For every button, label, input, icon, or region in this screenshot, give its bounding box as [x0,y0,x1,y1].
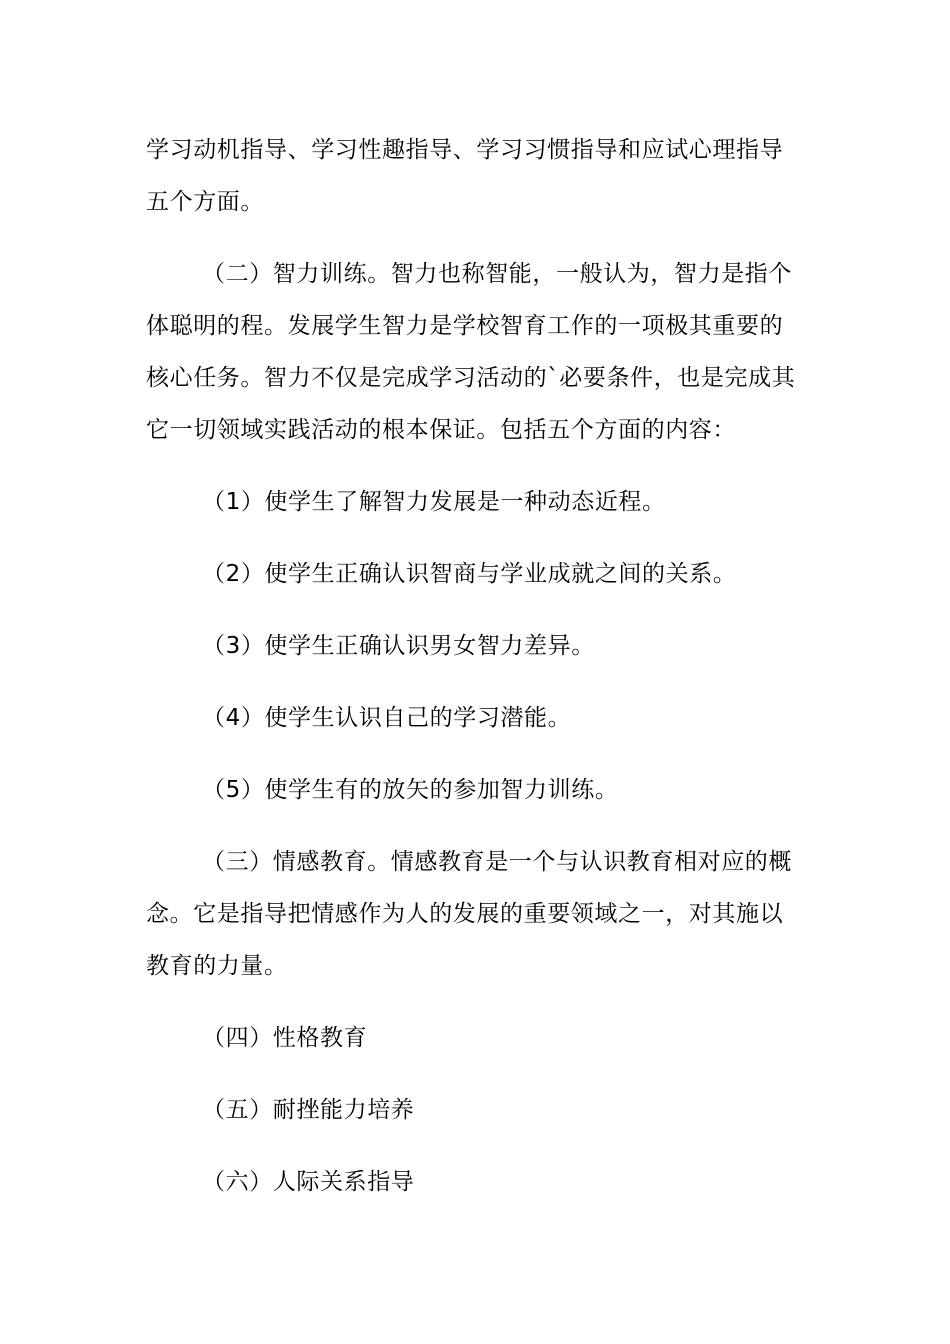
paragraph-gap [146,744,806,764]
document-body [146,124,806,1208]
list-item-4 [146,692,806,744]
paragraph-line: 教育的力量。 [146,953,288,979]
paragraph-emotion-education [146,836,806,992]
paragraph-line: （3）使学生正确认识男女智力差异。 [202,633,595,659]
paragraph-gap [146,816,806,836]
paragraph-line: （三）情感教育。情感教育是一个与认识教育相对应的概 [202,849,792,875]
paragraph-line: （六）人际关系指导 [202,1169,415,1195]
paragraph-line: 它一切领域实践活动的根本保证。包括五个方面的内容： [146,417,736,443]
paragraph-gap [146,992,806,1012]
paragraph-gap [146,528,806,548]
paragraph-gap [146,600,806,620]
heading-interpersonal-guidance [146,1156,806,1208]
paragraph-line: （二）智力训练。智力也称智能，一般认为，智力是指个 [202,261,792,287]
paragraph-gap [146,672,806,692]
heading-frustration-tolerance [146,1084,806,1136]
list-item-5 [146,764,806,816]
paragraph-line: （五）耐挫能力培养 [202,1097,415,1123]
paragraph-gap [146,1136,806,1156]
paragraph-gap [146,228,806,248]
list-item-1 [146,476,806,528]
paragraph-line: 核心任务。智力不仅是完成学习活动的`必要条件，也是完成其 [146,365,796,391]
paragraph-line: （4）使学生认识自己的学习潜能。 [202,705,572,731]
heading-personality-education [146,1012,806,1064]
paragraph-line: 学习动机指导、学习性趣指导、学习习惯指导和应试心理指导 [146,137,784,163]
list-item-3 [146,620,806,672]
paragraph-intelligence-training [146,248,806,456]
paragraph-line: （5）使学生有的放矢的参加智力训练。 [202,777,619,803]
paragraph-line: （四）性格教育 [202,1025,368,1051]
paragraph-line: 五个方面。 [146,189,264,215]
paragraph-line: （2）使学生正确认识智商与学业成就之间的关系。 [202,561,737,587]
paragraph-line: 体聪明的程。发展学生智力是学校智育工作的一项极其重要的 [146,313,784,339]
paragraph-gap [146,1064,806,1084]
paragraph-gap [146,456,806,476]
list-item-2 [146,548,806,600]
paragraph-line: （1）使学生了解智力发展是一种动态近程。 [202,489,666,515]
paragraph-learning-guidance [146,124,806,228]
paragraph-line: 念。它是指导把情感作为人的发展的重要领域之一，对其施以 [146,901,784,927]
